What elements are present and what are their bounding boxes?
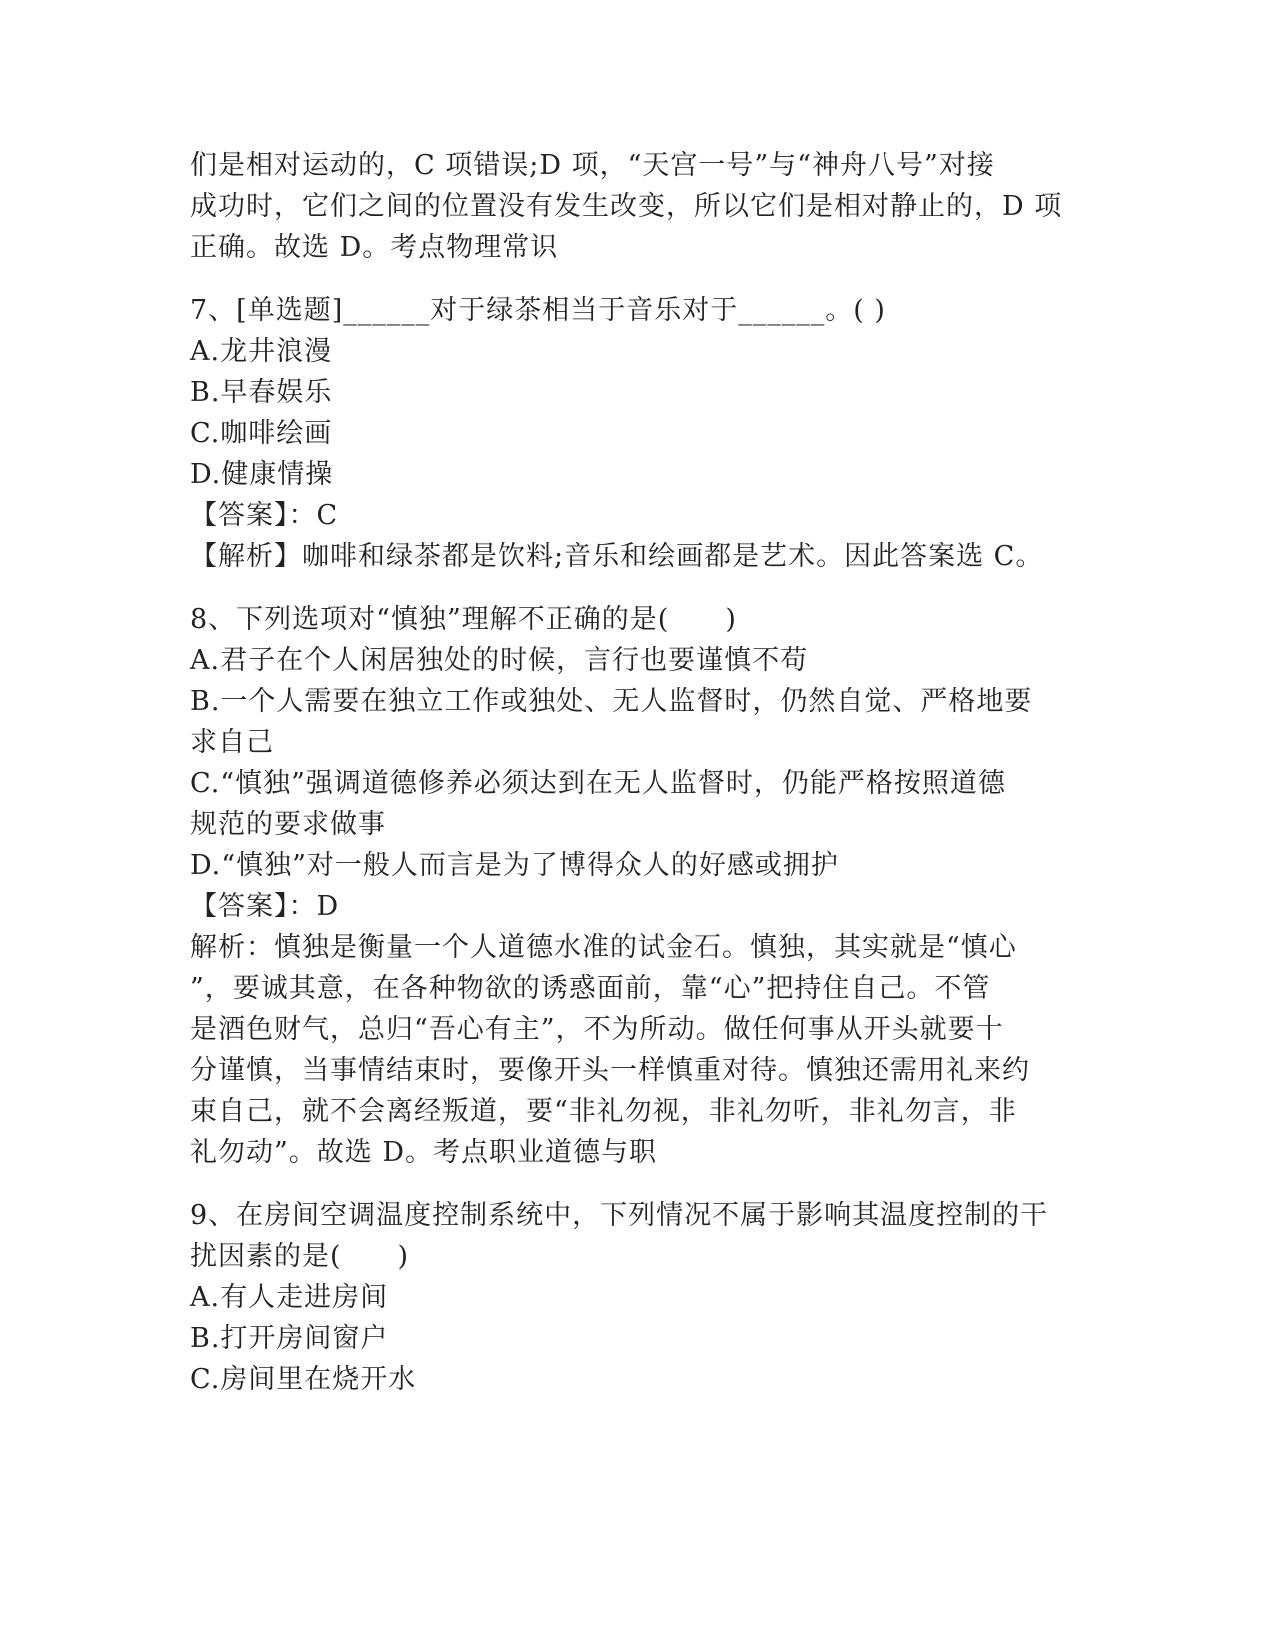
answer: 【答案】：C [190, 500, 339, 531]
option-b: B.早春娱乐 [190, 377, 333, 408]
option-d: D.健康情操 [190, 459, 334, 490]
question-stem: 7、[单选题]______对于绿茶相当于音乐对于______。( ) [190, 295, 886, 326]
analysis: 【解析】咖啡和绿茶都是饮料;音乐和绘画都是艺术。因此答案选 C。 [190, 541, 1044, 572]
option-a: A.君子在个人闲居独处的时候，言行也要谨慎不苟 [190, 645, 809, 676]
option-c-continued: 规范的要求做事 [190, 809, 386, 840]
document-page [190, 145, 1090, 1400]
question-9 [190, 1195, 1090, 1400]
analysis-line: 礼勿动”。故选 D。考点职业道德与职 [190, 1137, 658, 1168]
analysis-line: 束自己，就不会离经叛道，要“非礼勿视，非礼勿听，非礼勿言，非 [190, 1096, 1017, 1127]
previous-question-analysis [190, 145, 1090, 268]
analysis-line: 正确。故选 D。考点物理常识 [190, 232, 559, 263]
option-b: B.一个人需要在独立工作或独处、无人监督时，仍然自觉、严格地要 [190, 686, 1033, 717]
option-d: D.“慎独”对一般人而言是为了博得众人的好感或拥护 [190, 850, 839, 881]
question-stem: 9、在房间空调温度控制系统中，下列情况不属于影响其温度控制的干 [190, 1200, 1049, 1231]
analysis-line: 是酒色财气，总归“吾心有主”，不为所动。做任何事从开头就要十 [190, 1014, 1004, 1045]
option-a: A.有人走进房间 [190, 1282, 389, 1313]
option-c: C.咖啡绘画 [190, 418, 333, 449]
option-b-continued: 求自己 [190, 727, 274, 758]
analysis-line: 分谨慎，当事情结束时，要像开头一样慎重对待。慎独还需用礼来约 [190, 1055, 1030, 1086]
question-7 [190, 290, 1090, 577]
analysis-line: ”，要诚其意，在各种物欲的诱惑面前，靠“心”把持住自己。不管 [190, 973, 991, 1004]
analysis-line: 成功时，它们之间的位置没有发生改变，所以它们是相对静止的，D 项 [190, 191, 1063, 222]
option-a: A.龙井浪漫 [190, 336, 333, 367]
question-stem: 8、下列选项对“慎独”理解不正确的是( ) [190, 604, 737, 635]
analysis-line: 解析：慎独是衡量一个人道德水准的试金石。慎独，其实就是“慎心 [190, 932, 1017, 963]
option-c: C.房间里在烧开水 [190, 1364, 417, 1395]
answer: 【答案】：D [190, 891, 340, 922]
question-8 [190, 599, 1090, 1173]
analysis-line: 们是相对运动的，C 项错误;D 项，“天宫一号”与“神舟八号”对接 [190, 150, 995, 181]
option-c: C.“慎独”强调道德修养必须达到在无人监督时，仍能严格按照道德 [190, 768, 1006, 799]
question-stem-continued: 扰因素的是( ) [190, 1241, 410, 1272]
option-b: B.打开房间窗户 [190, 1323, 389, 1354]
